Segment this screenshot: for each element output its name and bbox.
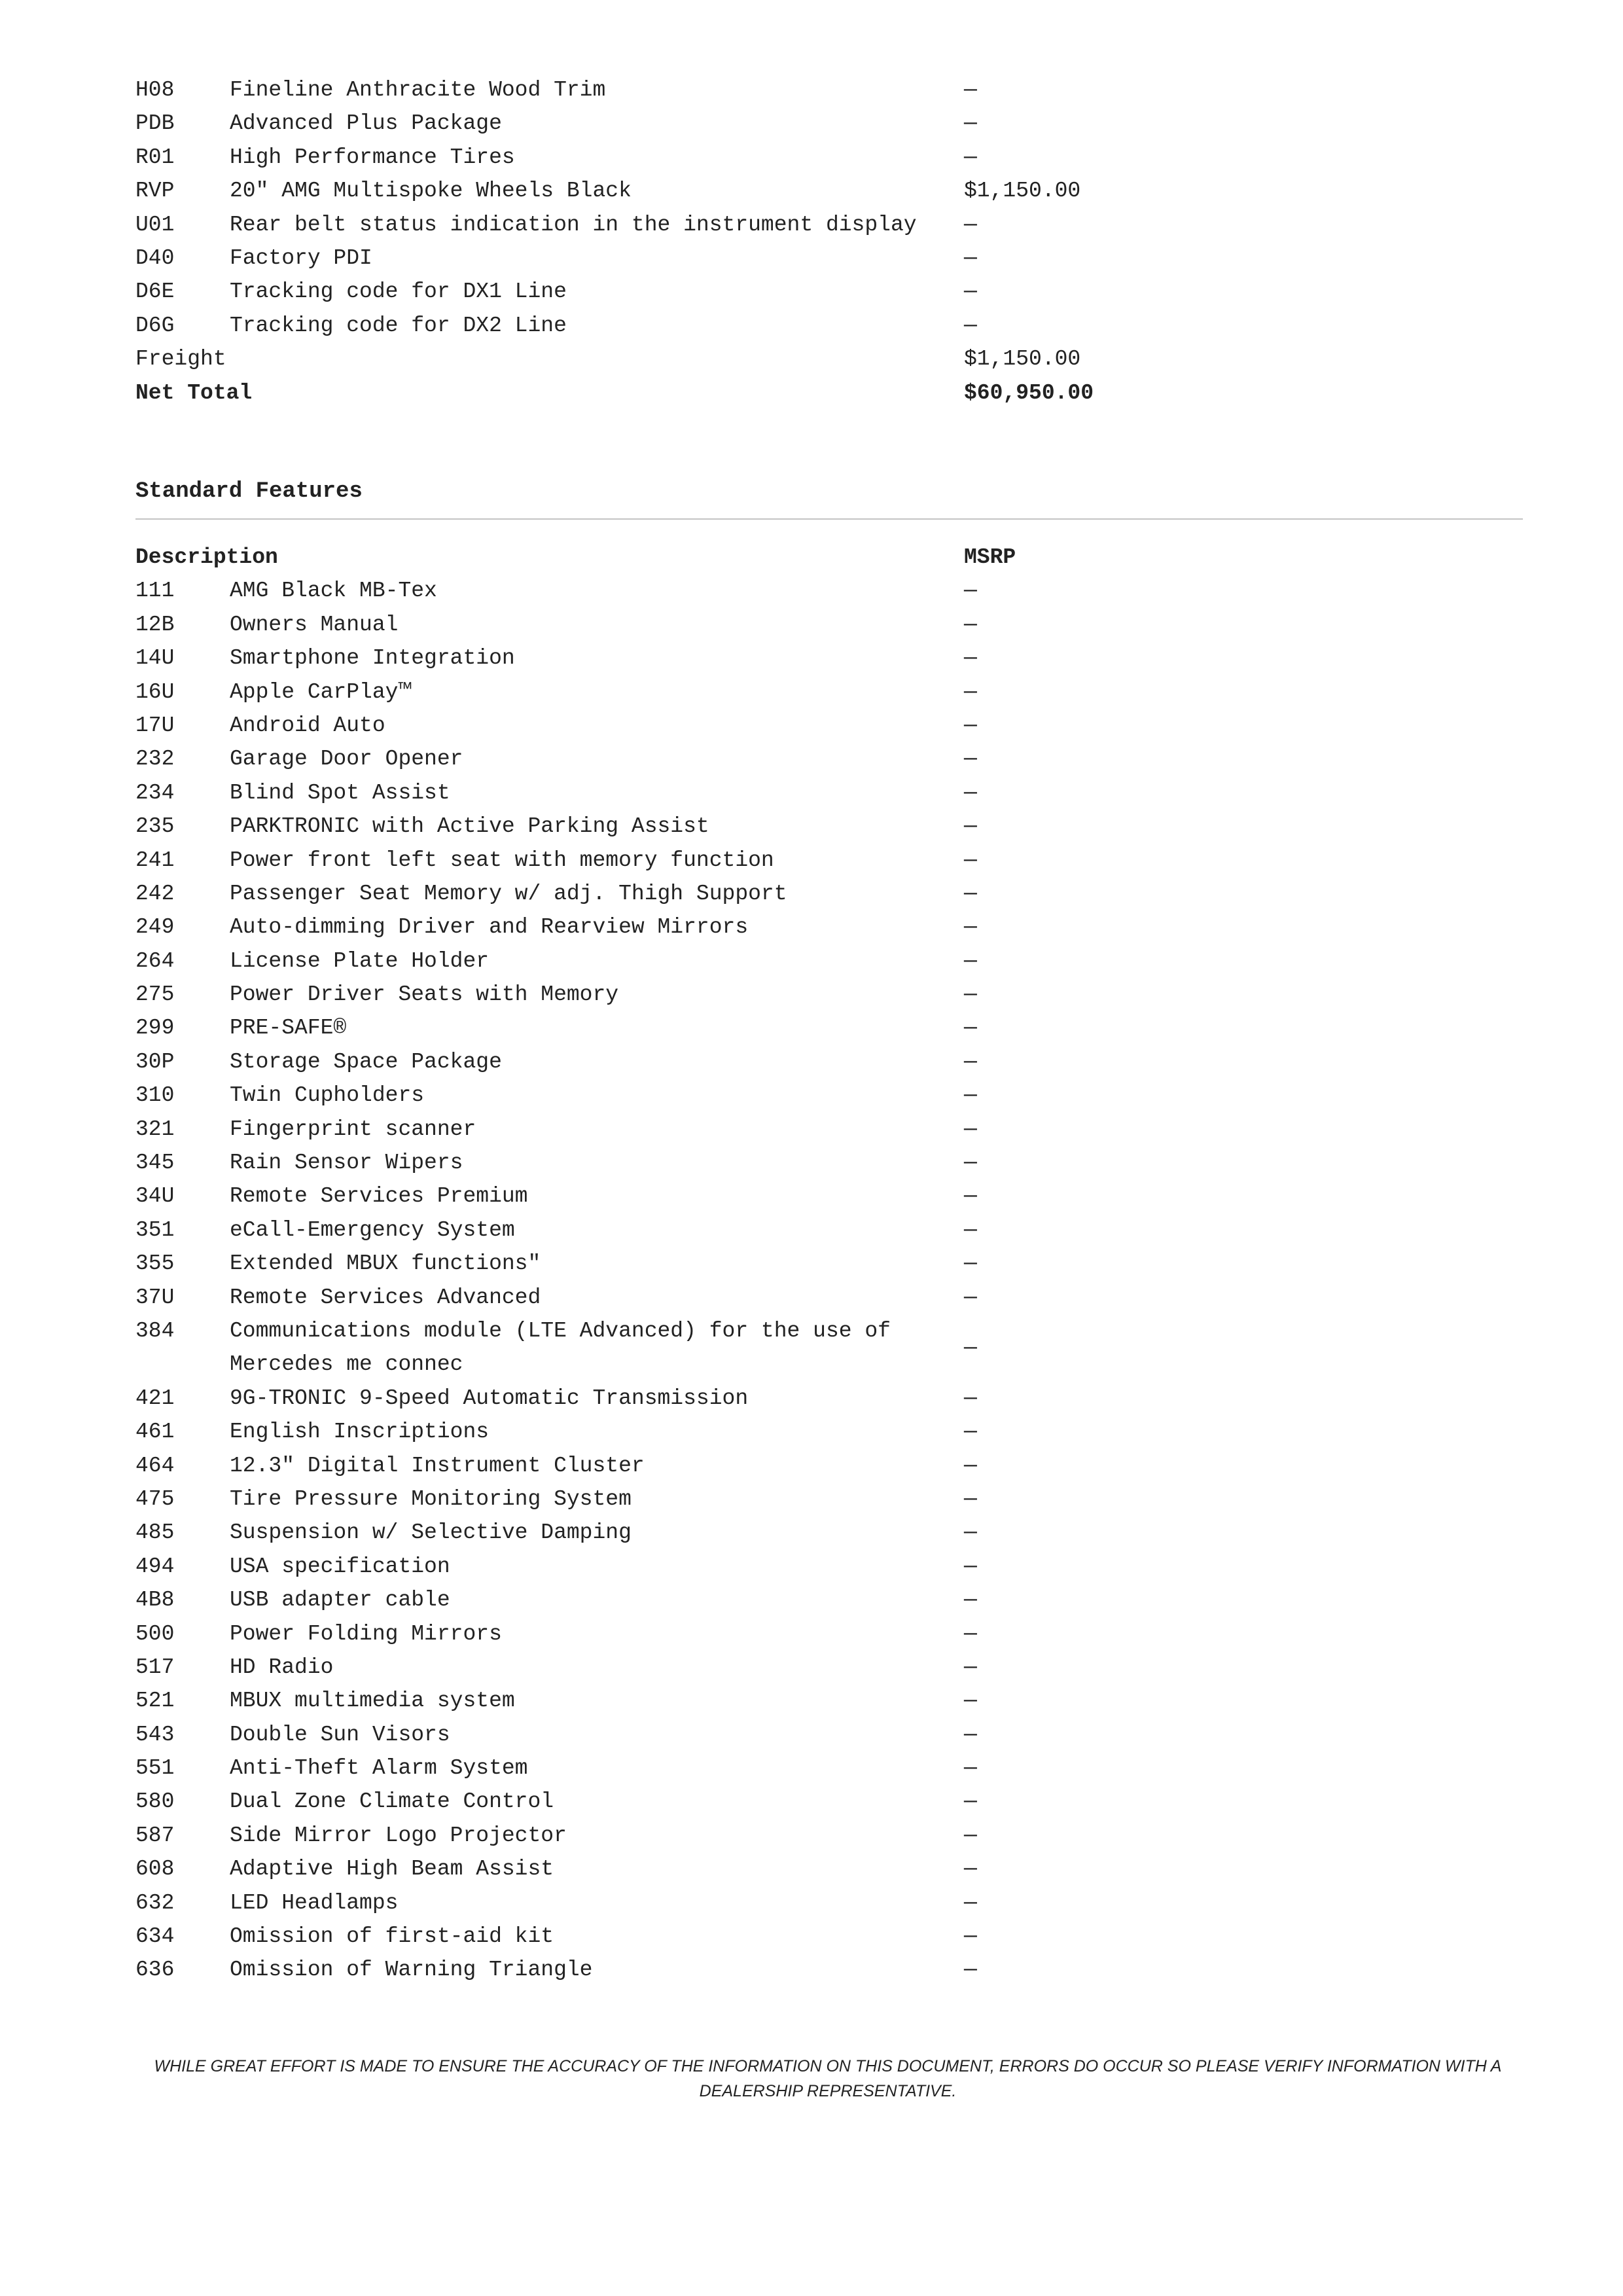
feature-row [135, 709, 1523, 742]
item-code: RVP [135, 179, 175, 204]
item-price: — [964, 1117, 977, 1141]
feature-row [135, 810, 1523, 843]
item-description: Dual Zone Climate Control [230, 1789, 554, 1814]
item-code: 12B [135, 612, 175, 637]
item-code: 345 [135, 1151, 175, 1175]
item-description: Smartphone Integration [230, 646, 515, 671]
item-code: 461 [135, 1420, 175, 1444]
item-price: — [964, 1151, 977, 1175]
item-price: — [964, 646, 977, 671]
item-price: — [964, 1857, 977, 1882]
item-description: Apple CarPlay™ [230, 679, 412, 704]
item-description: Advanced Plus Package [230, 111, 502, 136]
feature-row [135, 608, 1523, 641]
item-code: 632 [135, 1890, 175, 1915]
feature-row [135, 1213, 1523, 1247]
item-code: R01 [135, 145, 175, 170]
table-header [135, 541, 1523, 574]
item-code: U01 [135, 212, 175, 237]
item-price: — [964, 1621, 977, 1646]
item-price: — [964, 1789, 977, 1814]
options-list [135, 73, 1523, 410]
item-code: 634 [135, 1924, 175, 1949]
feature-row [135, 877, 1523, 910]
feature-row [135, 1382, 1523, 1415]
item-description: Rear belt status indication in the instrument display [230, 212, 917, 237]
feature-row [135, 1886, 1523, 1920]
item-code: 234 [135, 780, 175, 805]
item-price: — [964, 279, 977, 304]
disclaimer: WHILE GREAT EFFORT IS MADE TO ENSURE THE ACCURACY OF THE INFORMATION ON THIS DOCUMENT, ERRORS DO OCCUR SO PLEASE VERIFY INFORMATION WITH A DEALERSHIP REPRESENTATIVE. [154, 2057, 1502, 2100]
item-description: USB adapter cable [230, 1588, 450, 1613]
item-price: — [964, 1689, 977, 1713]
net-total-value: $60,950.00 [964, 380, 1094, 405]
item-description: License Plate Holder [230, 948, 490, 973]
item-code: H08 [135, 78, 175, 102]
item-code: 384 [135, 1318, 175, 1343]
feature-row [135, 1617, 1523, 1651]
item-description: Rain Sensor Wipers [230, 1151, 463, 1175]
item-price: — [964, 78, 977, 102]
item-price: — [964, 1453, 977, 1478]
item-price: — [964, 1083, 977, 1108]
item-price: — [964, 679, 977, 704]
item-code: 241 [135, 848, 175, 872]
item-code: 111 [135, 579, 175, 603]
item-price: — [964, 212, 977, 237]
item-code: 17U [135, 713, 175, 738]
item-price: — [964, 1890, 977, 1915]
item-price: — [964, 579, 977, 603]
feature-row [135, 1113, 1523, 1146]
item-description: eCall-Emergency System [230, 1217, 515, 1242]
feature-row [135, 1953, 1523, 1986]
item-description: Factory PDI [230, 245, 372, 270]
feature-row [135, 1516, 1523, 1549]
item-code: 275 [135, 982, 175, 1007]
option-row [135, 73, 1523, 107]
standard-features-table [135, 541, 1523, 1987]
item-price: — [964, 1588, 977, 1613]
item-price: — [964, 1722, 977, 1747]
item-price: — [964, 948, 977, 973]
feature-row [135, 742, 1523, 776]
item-description: PARKTRONIC with Active Parking Assist [230, 814, 709, 839]
item-price: — [964, 313, 977, 338]
item-description: 12.3" Digital Instrument Cluster [230, 1453, 645, 1478]
feature-row [135, 1583, 1523, 1617]
item-code: 299 [135, 1016, 175, 1041]
item-description: Auto-dimming Driver and Rearview Mirrors [230, 915, 749, 940]
item-price: — [964, 1184, 977, 1209]
item-description: Double Sun Visors [230, 1722, 450, 1747]
item-description: Tracking code for DX2 Line [230, 313, 567, 338]
item-code: 494 [135, 1554, 175, 1579]
option-row [135, 309, 1523, 342]
item-description: High Performance Tires [230, 145, 515, 170]
feature-row [135, 1247, 1523, 1280]
feature-row [135, 1281, 1523, 1314]
standard-feature-rows [135, 574, 1523, 1986]
item-description: Android Auto [230, 713, 385, 738]
feature-row [135, 1045, 1523, 1079]
feature-row [135, 1684, 1523, 1717]
item-code: 235 [135, 814, 175, 839]
item-price: — [964, 1756, 977, 1781]
item-description: Fingerprint scanner [230, 1117, 476, 1141]
item-code: 587 [135, 1823, 175, 1848]
item-description: Blind Spot Assist [230, 780, 450, 805]
item-description: HD Radio [230, 1655, 334, 1679]
item-description: PRE-SAFE® [230, 1016, 347, 1041]
item-code: 264 [135, 948, 175, 973]
item-code: 232 [135, 747, 175, 772]
item-code: D40 [135, 245, 175, 270]
feature-row [135, 1819, 1523, 1852]
item-price: — [964, 1049, 977, 1074]
item-description: Storage Space Package [230, 1049, 502, 1074]
item-description: Communications module (LTE Advanced) for the use of Mercedes me connec [230, 1318, 891, 1377]
item-price: — [964, 1554, 977, 1579]
item-code: 608 [135, 1857, 175, 1882]
item-code: 517 [135, 1655, 175, 1679]
item-code: 14U [135, 646, 175, 671]
item-price: — [964, 1655, 977, 1679]
item-price: — [964, 1958, 977, 1982]
item-price: — [964, 881, 977, 906]
item-price: $1,150.00 [964, 179, 1081, 204]
item-description: LED Headlamps [230, 1890, 399, 1915]
item-price: — [964, 1823, 977, 1848]
item-code: 34U [135, 1184, 175, 1209]
item-code: 421 [135, 1386, 175, 1410]
item-description: Omission of Warning Triangle [230, 1958, 593, 1982]
item-description: Owners Manual [230, 612, 399, 637]
item-price: — [964, 747, 977, 772]
item-description: English Inscriptions [230, 1420, 490, 1444]
item-price: — [964, 245, 977, 270]
freight-row [135, 342, 1523, 376]
feature-row [135, 1550, 1523, 1583]
feature-row [135, 1449, 1523, 1482]
item-code: PDB [135, 111, 175, 136]
section-title: Standard Features [135, 479, 363, 504]
item-code: 242 [135, 881, 175, 906]
item-code: 351 [135, 1217, 175, 1242]
item-description: Garage Door Opener [230, 747, 463, 772]
feature-row [135, 641, 1523, 675]
net-total-row [135, 376, 1523, 410]
feature-row [135, 1482, 1523, 1516]
item-code: 580 [135, 1789, 175, 1814]
item-price: — [964, 612, 977, 637]
option-row [135, 275, 1523, 308]
item-description: Adaptive High Beam Assist [230, 1857, 554, 1882]
item-description: Omission of first-aid kit [230, 1924, 554, 1949]
feature-row [135, 1146, 1523, 1179]
item-price: — [964, 1217, 977, 1242]
item-price: — [964, 915, 977, 940]
item-description: Power Driver Seats with Memory [230, 982, 619, 1007]
item-code: 249 [135, 915, 175, 940]
feature-row [135, 1920, 1523, 1953]
item-price: — [964, 1016, 977, 1041]
feature-row [135, 1785, 1523, 1818]
item-description: USA specification [230, 1554, 450, 1579]
item-code: 16U [135, 679, 175, 704]
item-description: 20" AMG Multispoke Wheels Black [230, 179, 632, 204]
feature-row [135, 1415, 1523, 1448]
item-code: 485 [135, 1520, 175, 1545]
item-description: Fineline Anthracite Wood Trim [230, 78, 606, 102]
item-description: Tire Pressure Monitoring System [230, 1486, 632, 1511]
item-code: 310 [135, 1083, 175, 1108]
item-description: Power front left seat with memory function [230, 848, 774, 872]
feature-row [135, 776, 1523, 810]
item-price: — [964, 848, 977, 872]
item-code: 551 [135, 1756, 175, 1781]
feature-row [135, 675, 1523, 709]
item-price: — [964, 1335, 977, 1360]
header-description: Description [135, 545, 278, 569]
item-price: — [964, 780, 977, 805]
feature-row [135, 1852, 1523, 1886]
option-rows [135, 73, 1523, 342]
item-description: Twin Cupholders [230, 1083, 425, 1108]
item-code: 30P [135, 1049, 175, 1074]
item-code: 521 [135, 1689, 175, 1713]
feature-row [135, 944, 1523, 978]
item-price: — [964, 713, 977, 738]
item-code: 464 [135, 1453, 175, 1478]
item-price: — [964, 814, 977, 839]
feature-row [135, 1179, 1523, 1213]
item-price: — [964, 1386, 977, 1410]
item-description: Side Mirror Logo Projector [230, 1823, 567, 1848]
section-divider [135, 518, 1523, 520]
option-row [135, 174, 1523, 207]
item-code: 500 [135, 1621, 175, 1646]
item-description: Suspension w/ Selective Damping [230, 1520, 632, 1545]
item-price: — [964, 1285, 977, 1310]
item-price: — [964, 145, 977, 170]
item-price: — [964, 1251, 977, 1276]
item-price: — [964, 1520, 977, 1545]
feature-row [135, 1011, 1523, 1045]
item-code: D6E [135, 279, 175, 304]
item-code: 37U [135, 1285, 175, 1310]
item-description: 9G-TRONIC 9-Speed Automatic Transmission [230, 1386, 749, 1410]
option-row [135, 107, 1523, 140]
feature-row [135, 978, 1523, 1011]
header-msrp: MSRP [964, 545, 1016, 569]
item-price: — [964, 1486, 977, 1511]
item-price: — [964, 982, 977, 1007]
feature-row [135, 1718, 1523, 1751]
item-description: Extended MBUX functions" [230, 1251, 541, 1276]
item-description: Tracking code for DX1 Line [230, 279, 567, 304]
option-row [135, 141, 1523, 174]
net-total-label: Net Total [135, 380, 253, 405]
feature-row [135, 1314, 1523, 1382]
feature-row [135, 574, 1523, 607]
item-description: Anti-Theft Alarm System [230, 1756, 528, 1781]
item-description: Passenger Seat Memory w/ adj. Thigh Support [230, 881, 787, 906]
item-code: 321 [135, 1117, 175, 1141]
feature-row [135, 1751, 1523, 1785]
item-code: 636 [135, 1958, 175, 1982]
item-code: 543 [135, 1722, 175, 1747]
item-description: Remote Services Premium [230, 1184, 528, 1209]
freight-label: Freight [135, 347, 226, 372]
feature-row [135, 844, 1523, 877]
item-description: MBUX multimedia system [230, 1689, 515, 1713]
item-price: — [964, 111, 977, 136]
item-description: Power Folding Mirrors [230, 1621, 502, 1646]
feature-row [135, 1079, 1523, 1112]
item-price: — [964, 1420, 977, 1444]
item-price: — [964, 1924, 977, 1949]
item-description: Remote Services Advanced [230, 1285, 541, 1310]
item-code: 355 [135, 1251, 175, 1276]
item-code: 4B8 [135, 1588, 175, 1613]
item-code: 475 [135, 1486, 175, 1511]
feature-row [135, 910, 1523, 944]
item-code: D6G [135, 313, 175, 338]
option-row [135, 208, 1523, 242]
option-row [135, 242, 1523, 275]
feature-row [135, 1651, 1523, 1684]
freight-value: $1,150.00 [964, 347, 1081, 372]
item-description: AMG Black MB-Tex [230, 579, 437, 603]
